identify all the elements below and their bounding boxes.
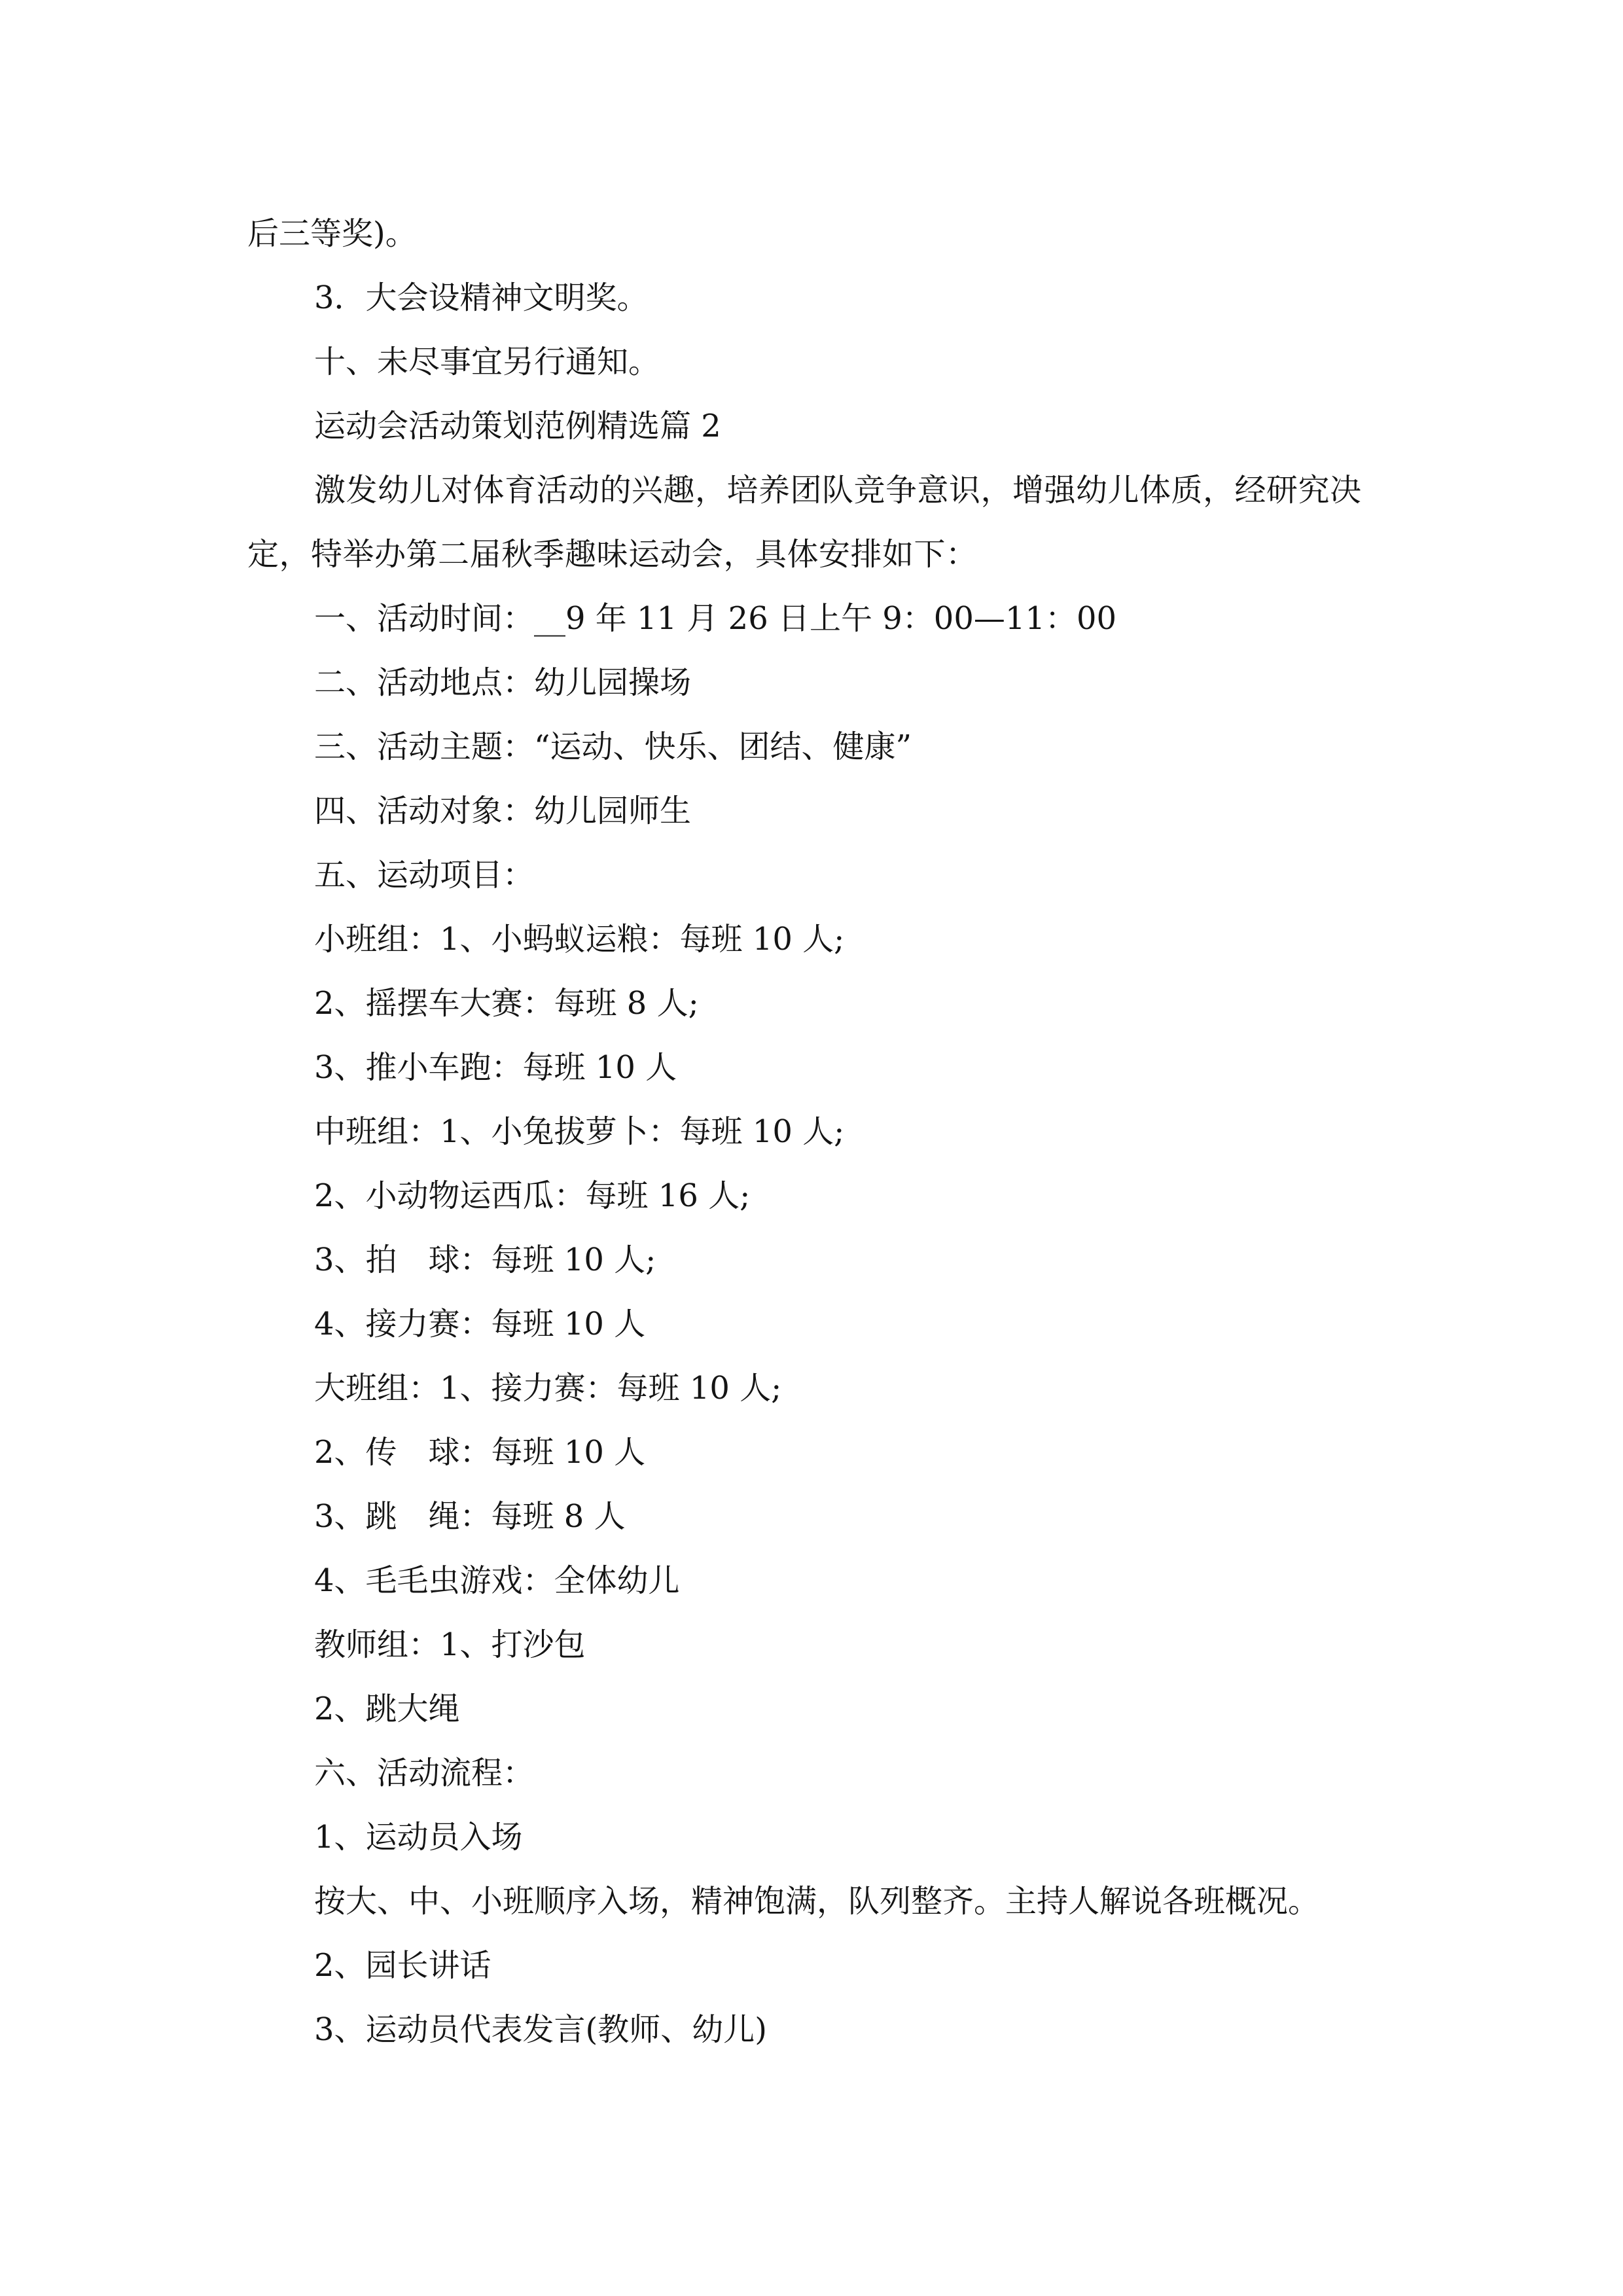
- text-line: 十、未尽事宜另行通知。: [314, 344, 660, 380]
- list-item: 2、摇摆车大赛：每班 8 人;: [314, 985, 699, 1022]
- list-item: 2、小动物运西瓜：每班 16 人;: [314, 1177, 751, 1214]
- list-item: 一、活动时间：__9 年 11 月 26 日上午 9：00—11：00: [314, 600, 1117, 637]
- list-item: 六、活动流程：: [314, 1755, 535, 1791]
- list-item: 教师组：1、打沙包: [314, 1626, 586, 1663]
- document-body: [247, 202, 1386, 2062]
- list-item: 中班组：1、小兔拔萝卜：每班 10 人;: [314, 1113, 845, 1150]
- text-line: 后三等奖)。: [247, 215, 417, 252]
- list-item: 2、园长讲话: [314, 1947, 491, 1984]
- list-item: 四、活动对象：幼儿园师生: [314, 793, 692, 829]
- list-item: 五、运动项目：: [314, 857, 535, 893]
- list-item: 大班组：1、接力赛：每班 10 人;: [314, 1370, 782, 1407]
- list-item: 3、拍 球：每班 10 人;: [314, 1242, 656, 1278]
- list-item: 2、跳大绳: [314, 1691, 460, 1727]
- section-heading: 运动会活动策划范例精选篇 2: [314, 408, 721, 444]
- list-item: 3、推小车跑：每班 10 人: [314, 1049, 677, 1086]
- list-item: 4、毛毛虫游戏：全体幼儿: [314, 1562, 680, 1599]
- list-item: 3、跳 绳：每班 8 人: [314, 1498, 626, 1535]
- intro-paragraph: 激发幼儿对体育活动的兴趣，培养团队竞争意识，增强幼儿体质，经研究决定，特举办第二届秋季趣味运动会，具体安排如下：: [247, 472, 1362, 573]
- list-item: 3、运动员代表发言(教师、幼儿): [314, 2011, 767, 2048]
- list-item: 三、活动主题：“运动、快乐、团结、健康”: [314, 728, 912, 765]
- text-line: 3．大会设精神文明奖。: [314, 279, 649, 316]
- list-item: 1、运动员入场: [314, 1819, 523, 1856]
- list-item: 4、接力赛：每班 10 人: [314, 1306, 646, 1342]
- list-item: 2、传 球：每班 10 人: [314, 1434, 646, 1471]
- list-item: 二、活动地点：幼儿园操场: [314, 664, 692, 701]
- list-item: 按大、中、小班顺序入场，精神饱满，队列整齐。主持人解说各班概况。: [314, 1883, 1320, 1920]
- list-item: 小班组：1、小蚂蚁运粮：每班 10 人;: [314, 921, 845, 958]
